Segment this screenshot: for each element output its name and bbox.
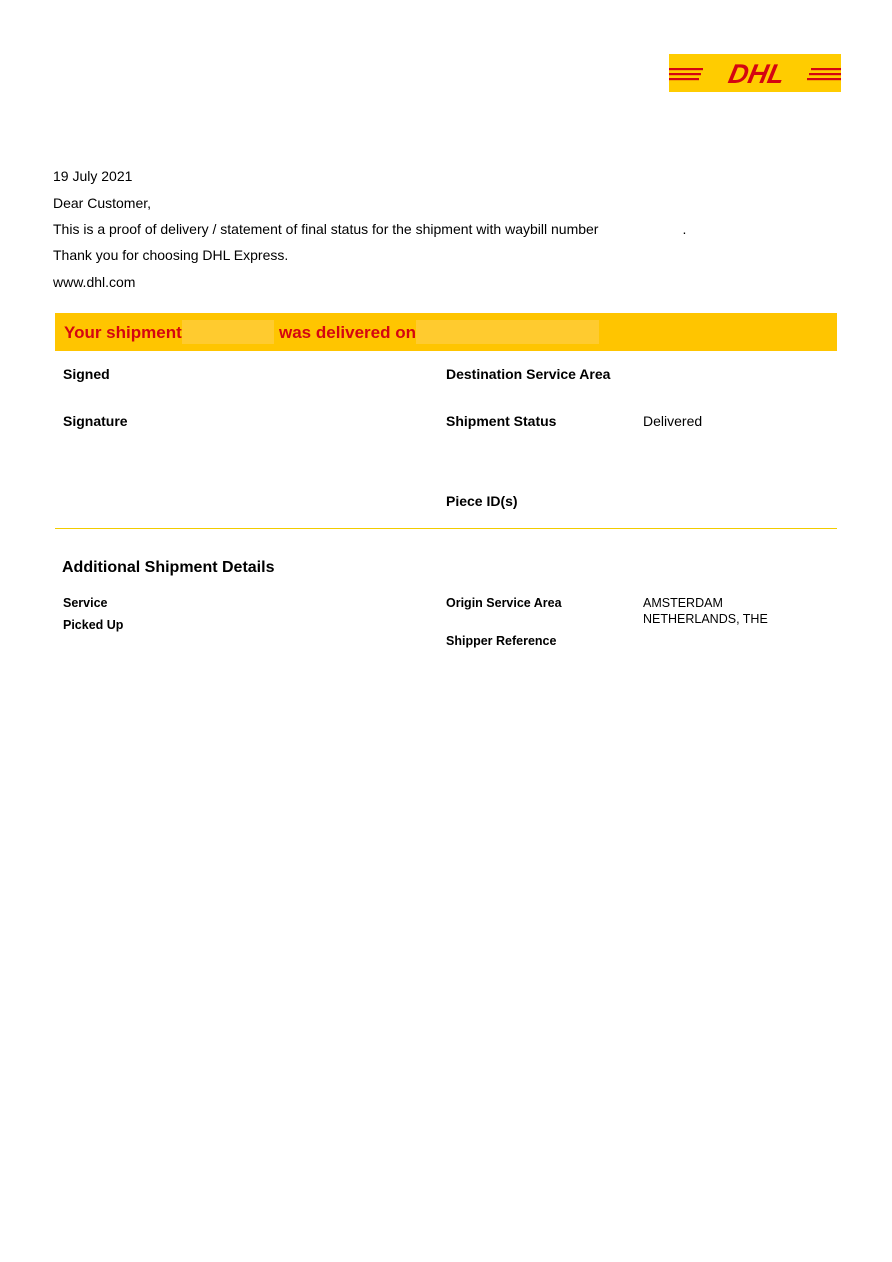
shipper-reference-label: Shipper Reference <box>446 634 557 648</box>
origin-service-area-value <box>643 595 768 627</box>
origin-city: AMSTERDAM <box>643 596 723 610</box>
banner-prefix: Your shipment <box>64 323 182 342</box>
delivery-banner <box>55 313 837 351</box>
destination-label: Destination Service Area <box>446 366 611 382</box>
delivery-date-redaction <box>416 320 599 344</box>
dhl-logo <box>669 54 841 92</box>
statement-end: . <box>682 221 687 237</box>
waybill-redaction <box>598 223 682 237</box>
letter-website: www.dhl.com <box>53 274 136 290</box>
picked-up-label: Picked Up <box>63 618 124 632</box>
signed-label: Signed <box>63 366 110 382</box>
letter-greeting: Dear Customer, <box>53 195 152 211</box>
letter-thanks: Thank you for choosing DHL Express. <box>53 247 289 263</box>
service-label: Service <box>63 596 108 610</box>
piece-id-label: Piece ID(s) <box>446 493 518 509</box>
additional-details-title: Additional Shipment Details <box>62 559 275 576</box>
shipment-number-redaction <box>182 320 274 344</box>
section-divider <box>55 528 837 529</box>
origin-service-area-label: Origin Service Area <box>446 596 562 610</box>
statement-text: This is a proof of delivery / statement of final status for the shipment with waybill number <box>53 221 599 237</box>
letter-statement <box>53 221 686 237</box>
signature-label: Signature <box>63 413 128 429</box>
origin-country: NETHERLANDS, THE <box>643 612 768 626</box>
banner-middle: was delivered on <box>279 323 416 342</box>
letter-date: 19 July 2021 <box>53 168 133 184</box>
logo-wordmark: DHL <box>725 58 788 89</box>
shipment-status-label: Shipment Status <box>446 413 557 429</box>
shipment-status-value: Delivered <box>643 413 703 429</box>
dhl-logo-icon <box>669 54 841 92</box>
